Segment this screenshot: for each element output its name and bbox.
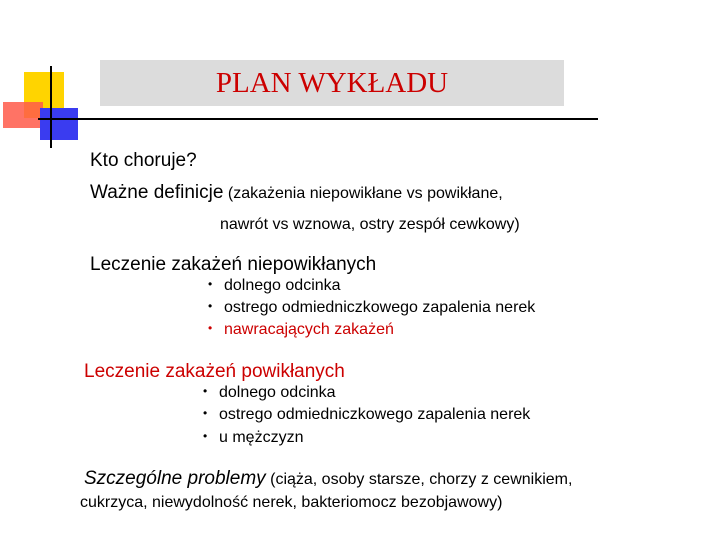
bullet-icon: • — [208, 299, 213, 313]
decor-blue-square — [40, 108, 78, 140]
decor-vertical-line — [50, 66, 52, 148]
uncomplicated-heading: Leczenie zakażeń niepowikłanych — [90, 254, 377, 275]
special-problems-heading: Szczególne problemy — [84, 468, 266, 489]
uncomplicated-bullet-2: • ostrego odmiedniczkowego zapalenia nerek — [208, 299, 536, 316]
bullet-icon: • — [203, 384, 208, 398]
complicated-bullet-3: • u mężczyzn — [203, 429, 304, 446]
bullet-icon: • — [208, 277, 213, 291]
special-problems-detail-1: (ciąża, osoby starsze, chorzy z cewnikiem, — [270, 471, 573, 488]
slide-title: PLAN WYKŁADU — [215, 67, 449, 99]
decor-horizontal-line — [38, 118, 598, 120]
bullet-icon: • — [208, 321, 213, 335]
item-special-problems — [84, 468, 572, 490]
definitions-detail-1: (zakażenia niepowikłane vs powikłane, — [227, 185, 503, 202]
uncomplicated-bullet-1: • dolnego odcinka — [208, 277, 341, 294]
special-problems-detail-2: cukrzyca, niewydolność nerek, bakteriomocz bezobjawowy) — [80, 494, 503, 511]
complicated-bullet-2: • ostrego odmiedniczkowego zapalenia nerek — [203, 406, 531, 423]
item-who-gets-sick: Kto choruje? — [90, 150, 197, 171]
complicated-bullet-1: • dolnego odcinka — [203, 384, 336, 401]
definitions-heading: Ważne definicje — [90, 182, 224, 203]
decor-red-square — [3, 102, 43, 128]
bullet-icon: • — [203, 429, 208, 443]
definitions-detail-2: nawrót vs wznowa, ostry zespół cewkowy) — [220, 216, 520, 233]
complicated-heading: Leczenie zakażeń powikłanych — [84, 361, 345, 382]
bullet-icon: • — [203, 406, 208, 420]
uncomplicated-bullet-3: • nawracających zakażeń — [208, 321, 394, 338]
item-definitions — [90, 182, 503, 204]
